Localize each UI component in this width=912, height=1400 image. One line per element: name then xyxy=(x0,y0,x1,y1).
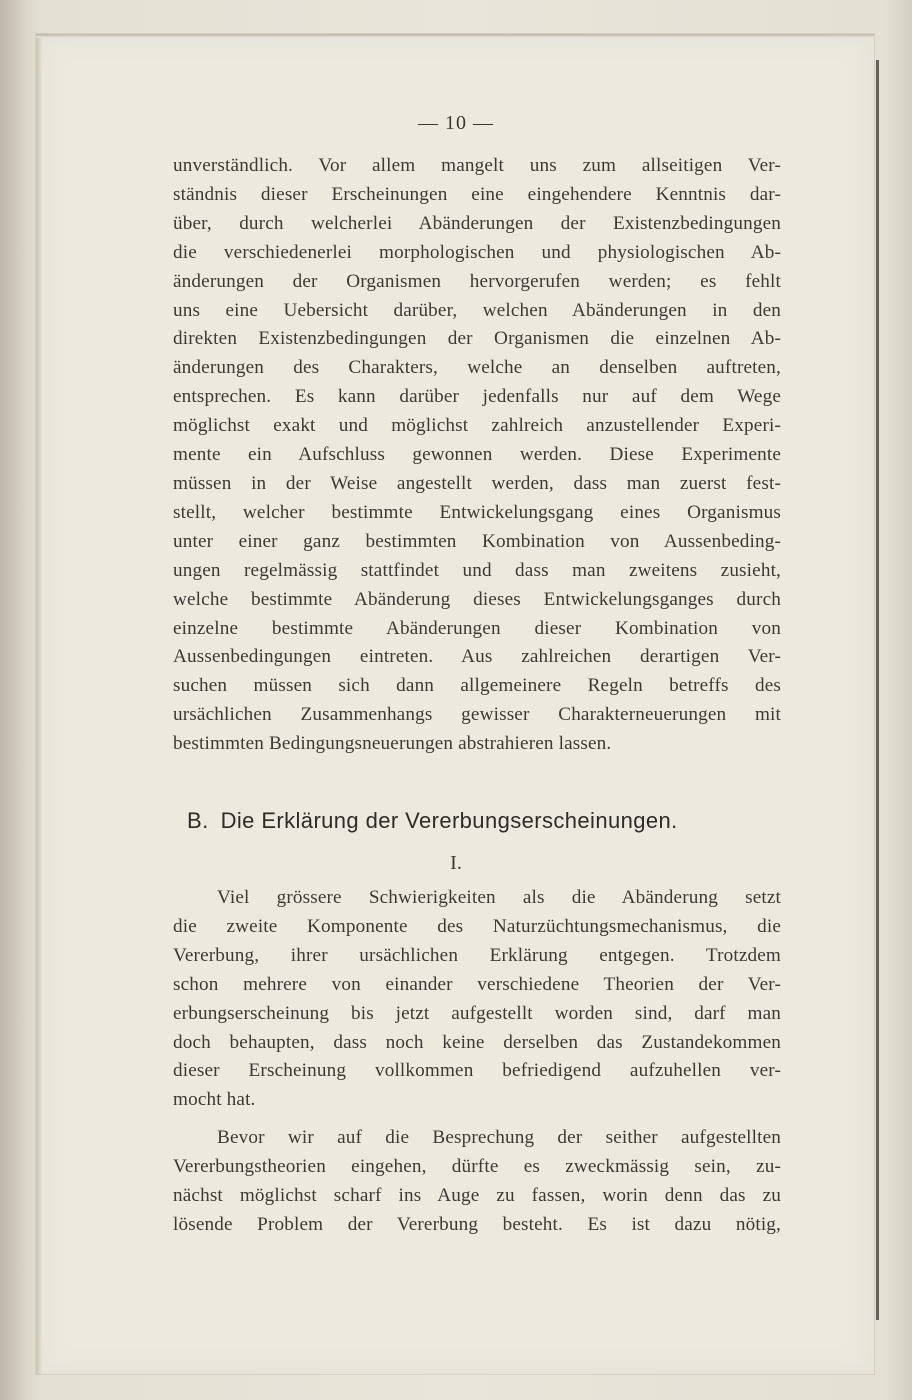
text-line: möglichst exakt und möglichst zahlreich anzustellender Experi- xyxy=(173,415,781,437)
paragraph-3 xyxy=(173,1124,781,1240)
page-top-edge xyxy=(36,34,874,38)
page-edge-stripe xyxy=(876,60,879,1320)
text-line: einzelne bestimmte Abänderungen dieser Kombination von xyxy=(173,617,781,639)
paragraph-2 xyxy=(173,884,781,1115)
text-line: die zweite Komponente des Naturzüchtungsmechanismus, die xyxy=(173,915,781,937)
text-line: direkten Existenzbedingungen der Organismen die einzelnen Ab- xyxy=(173,328,781,350)
text-line: uns eine Uebersicht darüber, welchen Abänderungen in den xyxy=(173,299,781,321)
text-line: Vererbungstheorien eingehen, dürfte es zweckmässig sein, zu- xyxy=(173,1155,781,1177)
text-line: schon mehrere von einander verschiedene Theorien der Ver- xyxy=(173,973,781,995)
text-line: ungen regelmässig stattfindet und dass man zweitens zusieht, xyxy=(173,559,781,581)
text-line: Bevor wir auf die Besprechung der seither aufgestellten xyxy=(217,1127,781,1148)
text-line: unter einer ganz bestimmten Kombination von Aussenbeding- xyxy=(173,530,781,552)
text-line: dieser Erscheinung vollkommen befriedigend aufzuhellen ver- xyxy=(173,1060,781,1082)
text-line: unverständlich. Vor allem mangelt uns zum allseitigen Ver- xyxy=(173,155,781,176)
subsection-number: I. xyxy=(450,852,462,874)
page-left-edge xyxy=(36,34,42,1374)
binding-shadow xyxy=(0,0,40,1400)
text-line: änderungen der Organismen hervorgerufen werden; es fehlt xyxy=(173,270,781,292)
text-line: Viel grössere Schwierigkeiten als die Abänderung setzt xyxy=(217,887,781,908)
text-line: Aussenbedingungen eintreten. Aus zahlreichen derartigen Ver- xyxy=(173,646,781,668)
text-line: die verschiedenerlei morphologischen und physiologischen Ab- xyxy=(173,241,781,263)
text-line: über, durch welcherlei Abänderungen der Existenzbedingungen xyxy=(173,212,781,234)
text-line: suchen müssen sich dann allgemeinere Regeln betreffs des xyxy=(173,675,781,697)
page-number: — 10 — xyxy=(418,112,494,134)
text-line: änderungen des Charakters, welche an denselben auftreten, xyxy=(173,357,781,379)
text-line: mente ein Aufschluss gewonnen werden. Diese Experimente xyxy=(173,444,781,466)
text-line: welche bestimmte Abänderung dieses Entwickelungsganges durch xyxy=(173,588,781,610)
text-line: ursächlichen Zusammenhangs gewisser Charakterneuerungen mit xyxy=(173,704,781,726)
section-heading xyxy=(187,808,678,834)
text-line: ständnis dieser Erscheinungen eine eingehendere Kenntnis dar- xyxy=(173,183,781,205)
section-letter: B. xyxy=(187,808,209,833)
text-line: nächst möglichst scharf ins Auge zu fassen, worin denn das zu xyxy=(173,1184,781,1206)
text-line: doch behaupten, dass noch keine derselben das Zustandekommen xyxy=(173,1031,781,1053)
section-title: Die Erklärung der Vererbungserscheinungen. xyxy=(220,808,678,833)
text-line: lösende Problem der Vererbung besteht. Es ist dazu nötig, xyxy=(173,1213,781,1235)
text-line: Vererbung, ihrer ursächlichen Erklärung entgegen. Trotzdem xyxy=(173,944,781,966)
text-line: stellt, welcher bestimmte Entwickelungsgang eines Organismus xyxy=(173,501,781,523)
text-line: mocht hat. xyxy=(173,1089,256,1111)
text-line: entsprechen. Es kann darüber jedenfalls nur auf dem Wege xyxy=(173,386,781,408)
text-line: müssen in der Weise angestellt werden, dass man zuerst fest- xyxy=(173,472,781,494)
paragraph-1 xyxy=(173,152,781,759)
text-line: bestimmten Bedingungsneuerungen abstrahieren lassen. xyxy=(173,733,612,755)
text-line: erbungserscheinung bis jetzt aufgestellt worden sind, darf man xyxy=(173,1002,781,1024)
